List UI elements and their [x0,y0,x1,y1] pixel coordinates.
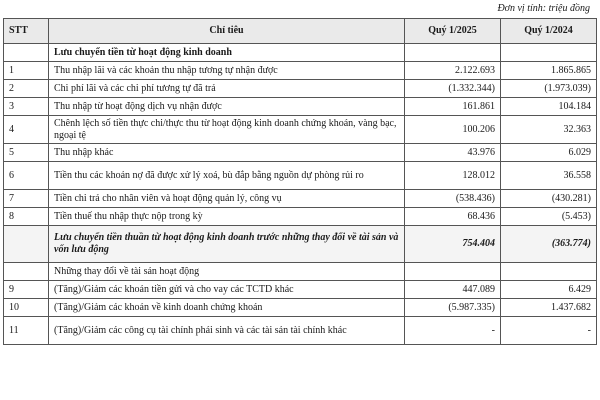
cell-stt: 7 [4,190,49,208]
cell-q2024: 36.558 [501,162,597,190]
cell-q2024 [501,263,597,281]
cell-stt: 2 [4,80,49,98]
table-row [4,299,597,317]
cell-q2025: - [405,317,501,345]
cell-stt [4,226,49,263]
cell-stt: 11 [4,317,49,345]
cell-label: (Tăng)/Giảm các khoản về kinh doanh chứng khoán [49,299,405,317]
cell-stt: 4 [4,116,49,144]
cell-q2025: 43.976 [405,144,501,162]
cell-stt: 9 [4,281,49,299]
cell-stt [4,44,49,62]
cell-q2025: 128.012 [405,162,501,190]
cash-flow-table [3,18,597,345]
cell-label: Tiền chi trả cho nhân viên và hoạt động quản lý, công vụ [49,190,405,208]
cell-q2024: (430.281) [501,190,597,208]
cell-label: Lưu chuyển tiền thuần từ hoạt động kinh doanh trước những thay đổi về tài sản và vốn lưu động [49,226,405,263]
cell-q2024: 32.363 [501,116,597,144]
cell-q2025 [405,44,501,62]
cell-stt: 6 [4,162,49,190]
cell-q2025: 447.089 [405,281,501,299]
table-row [4,116,597,144]
cell-q2025: (5.987.335) [405,299,501,317]
cell-q2024: 6.429 [501,281,597,299]
table-row [4,162,597,190]
cell-stt [4,263,49,281]
cell-q2025: 100.206 [405,116,501,144]
header-label: Chỉ tiêu [49,19,405,44]
cell-stt: 8 [4,208,49,226]
header-stt: STT [4,19,49,44]
cell-q2024: 1.437.682 [501,299,597,317]
cell-q2024: (5.453) [501,208,597,226]
header-q2024: Quý 1/2024 [501,19,597,44]
cell-stt: 10 [4,299,49,317]
cell-label: Tiền thuế thu nhập thực nộp trong kỳ [49,208,405,226]
cell-label: Chi phí lãi và các chi phí tương tự đã trả [49,80,405,98]
table-row [4,190,597,208]
cell-q2025: (538.436) [405,190,501,208]
cell-q2024: 1.865.865 [501,62,597,80]
cell-q2025: 2.122.693 [405,62,501,80]
cell-q2024: (363.774) [501,226,597,263]
cell-stt: 1 [4,62,49,80]
table-row [4,144,597,162]
table-row [4,317,597,345]
cell-q2024: (1.973.039) [501,80,597,98]
unit-label: Đơn vị tính: triệu đồng [497,3,590,14]
cell-label: Thu nhập lãi và các khoản thu nhập tương tự nhận được [49,62,405,80]
cell-label: Thu nhập từ hoạt động dịch vụ nhận được [49,98,405,116]
cell-q2024: 104.184 [501,98,597,116]
cell-label: Những thay đổi về tài sản hoạt động [49,263,405,281]
cell-q2024: 6.029 [501,144,597,162]
table-header-row [4,19,597,44]
table-row [4,80,597,98]
header-q2025: Quý 1/2025 [405,19,501,44]
cell-q2025: (1.332.344) [405,80,501,98]
cell-label: Tiền thu các khoản nợ đã được xử lý xoá, bù đắp bằng nguồn dự phòng rủi ro [49,162,405,190]
cell-stt: 3 [4,98,49,116]
table-row [4,263,597,281]
cell-q2025: 68.436 [405,208,501,226]
cell-label: (Tăng)/Giảm các khoản tiền gửi và cho vay các TCTD khác [49,281,405,299]
table-row [4,281,597,299]
cell-label: Chênh lệch số tiền thực chi/thực thu từ hoạt động kinh doanh chứng khoán, vàng bạc, ngoại tệ [49,116,405,144]
table-row [4,62,597,80]
cell-q2025: 161.861 [405,98,501,116]
table-row [4,208,597,226]
table-row [4,44,597,62]
table-row-subtotal [4,226,597,263]
cell-label: Thu nhập khác [49,144,405,162]
cell-q2025: 754.404 [405,226,501,263]
cell-label: (Tăng)/Giảm các công cụ tài chính phái sinh và các tài sản tài chính khác [49,317,405,345]
cell-stt: 5 [4,144,49,162]
table-row [4,98,597,116]
cell-label: Lưu chuyển tiền từ hoạt động kinh doanh [49,44,405,62]
cell-q2025 [405,263,501,281]
cell-q2024 [501,44,597,62]
cell-q2024: - [501,317,597,345]
